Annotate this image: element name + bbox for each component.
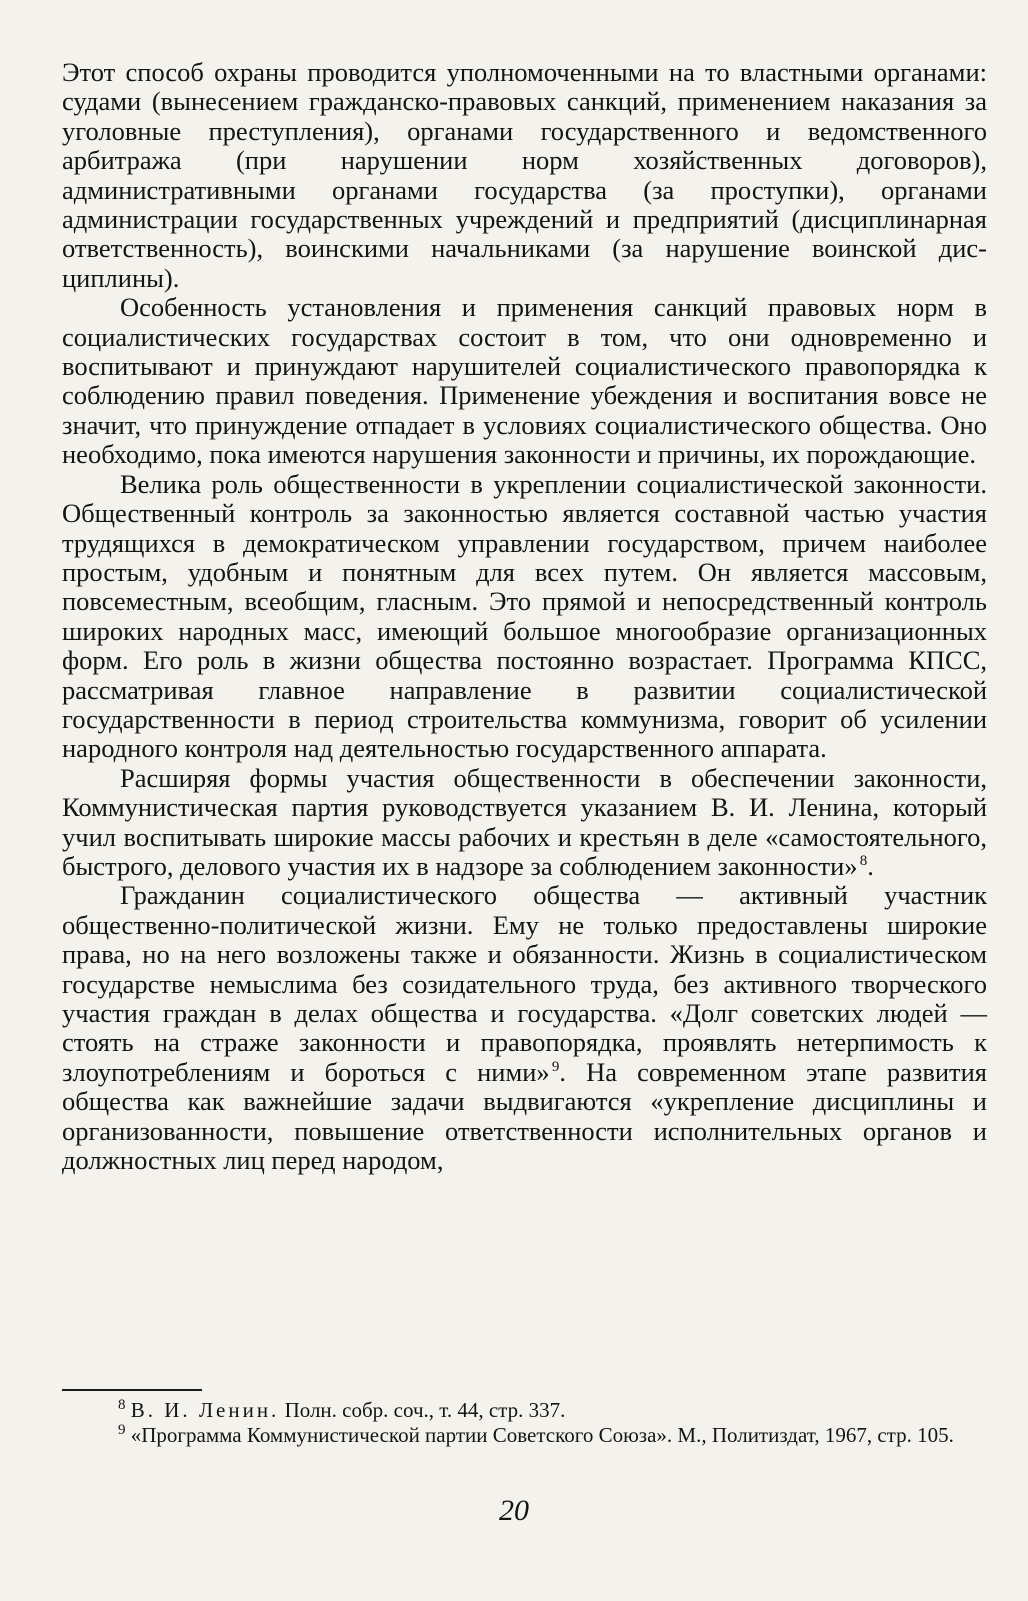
- paragraph-2: Особенность установления и применения санкций правовых норм в социалистических государствах состоит в том, что они одновременно и воспитывают и принуждают нарушителей социалистического правопорядка к соблюдению правил поведения. Применение убеждения и воспитания вовсе не значит, что принуждение отпадает в условиях социалистического общества. Оно необходимо, пока имеются нарушения законности и причины, их порождающие.: [62, 292, 987, 470]
- footnotes: [62, 1398, 987, 1447]
- paragraph-3: Велика роль общественности в укреплении социалистической законности. Общественный контроль за законностью является составной частью участия трудящихся в демократическом управлении государством, причем наиболее простым, удобным и понятным для всех путем. Он является массовым, повсеместным, всеобщим, гласным. Это прямой и непосредственный контроль широких народных масс, имеющий большое многообразие организационных форм. Его роль в жизни общества постоянно возрастает. Программа КПСС, рассматривая главное направление в развитии социалистической государственности в период строительства коммунизма, говорит об усилении народного контроля над деятельностью государственного аппарата.: [62, 468, 987, 764]
- footnote-ref-8: 8: [859, 853, 868, 870]
- footnote-9: $^9$ «Программа Коммунистической партии Советского Союза». М., Политиздат, 1967, стр. 105.: [118, 1421, 954, 1447]
- footnote-8: $^8$ В. И. Ленин. Полн. собр. соч., т. 44, стр. 337.: [118, 1397, 566, 1422]
- footnote-mark: 8: [118, 1397, 126, 1413]
- footnote-mark: 9: [118, 1421, 126, 1438]
- page-number: 20: [499, 1494, 529, 1527]
- footnote-ref-9: 9: [551, 1058, 560, 1075]
- paragraph-5: Гражданин социалистического общества — активный участник общественно-политической жизни. Ему не только предоставлены широкие права, но на него возложены также и обязанности. Жизнь в социалистическом государстве немыслима без созидательного труда, без активного творческого участия граждан в делах общества и государства. «Долг советских людей — стоять на страже законности и правопорядка, проявлять нетерпимость к злоупотреблениям и бороться с ними» $^9$. На современном этапе развития общества как важнейшие задачи выдвигаются «укрепление дисциплины и организованности, повышение ответственности исполнительных органов и должностных лиц перед народом,: [62, 880, 987, 1176]
- footnote-divider: [62, 1389, 202, 1391]
- footnote-author: В. И. Ленин.: [130, 1398, 280, 1422]
- page-body: [62, 58, 987, 1175]
- paragraph-1: Этот способ охраны проводится уполномоченными на то властными органами: судами (вынесением гражданско-правовых санкций, применением наказания за уголовные преступления), органами государственного и ведомственного арбитража (при нарушении норм хозяйственных договоров), административными органами государства (за проступки), органами администрации государственных учреждений и предприятий (дисциплинарная ответственность), воинскими начальниками (за нарушение воинской дисциплины).: [62, 57, 987, 293]
- paragraph-4: Расширяя формы участия общественности в обеспечении законности, Коммунистическая партия руководствуется указанием В. И. Ленина, который учил воспитывать широкие массы рабочих и крестьян в деле «самостоятельного, быстрого, делового участия их в надзоре за соблюдением законности» $^8$.: [62, 762, 987, 881]
